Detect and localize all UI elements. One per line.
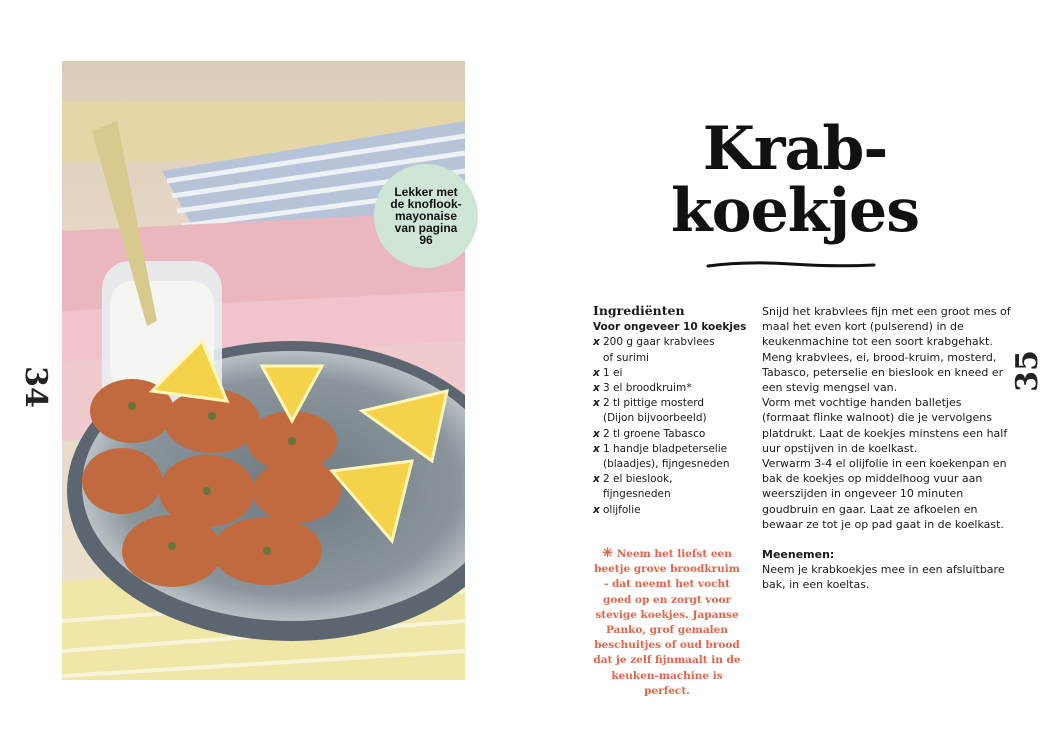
- bubble-text: Lekker met de knoflook- mayonaise van pagina 96: [390, 185, 462, 247]
- ingredient-text-cont: (Dijon bijvoorbeeld): [603, 412, 707, 425]
- list-item: [593, 396, 753, 426]
- method-paragraph: Vorm met vochtige handen balletjes (formaat flinke walnoot) die je vervolgens platdrukt. Laat de koekjes minstens een half uur opstijven in de koelkast.: [762, 396, 1008, 455]
- ingredient-text: 2 tl groene Tabasco: [603, 427, 706, 440]
- bullet: x: [593, 366, 600, 379]
- bullet: x: [593, 397, 600, 410]
- ingredients-subheading: Voor ongeveer 10 koekjes: [593, 321, 747, 334]
- ingredients-list: [593, 335, 753, 517]
- tip-text: Neem het liefst een beetje grove broodkruim - dat neemt het vocht goed op en zorgt voor stevige koekjes. Japanse Panko, grof gemalen beschuitjes of oud brood dat je zelf fijnmaalt in de keuken-machine is perfect.: [593, 548, 741, 697]
- method-section: [762, 304, 1012, 593]
- ingredient-text: 200 g gaar krabvlees: [603, 336, 715, 349]
- tip-bubble: [374, 164, 478, 268]
- ingredient-text: 3 el broodkruim*: [603, 382, 692, 395]
- ingredient-text: olijfolie: [603, 503, 641, 516]
- ingredients-section: [593, 303, 753, 518]
- bullet: x: [593, 442, 600, 455]
- ingredient-text: 1 ei: [603, 366, 623, 379]
- title-line-1: Krab-: [702, 114, 888, 184]
- food-photo: [62, 61, 465, 680]
- ingredient-text: 2 tl pittige mosterd: [603, 397, 705, 410]
- list-item: [593, 442, 753, 472]
- bullet: x: [593, 427, 600, 440]
- ingredient-text-cont: (blaadjes), fijngesneden: [603, 458, 730, 471]
- bullet: x: [593, 503, 600, 516]
- title-underline: [706, 258, 876, 272]
- meenemen-heading: Meenemen:: [762, 548, 835, 562]
- ingredient-text-cont: of surimi: [603, 351, 649, 364]
- title-line-2: koekjes: [671, 176, 919, 246]
- recipe-title: [600, 114, 990, 246]
- list-item: [593, 472, 753, 502]
- ingredients-heading: Ingrediënten: [593, 303, 685, 318]
- page-number-right: 35: [1009, 350, 1045, 392]
- broodkruim-tip: [592, 546, 742, 699]
- list-item: [593, 366, 753, 381]
- list-item: [593, 503, 753, 518]
- bullet: x: [593, 473, 600, 486]
- page-number-left: 34: [17, 366, 53, 408]
- ingredient-text: 1 handje bladpeterselie: [603, 442, 728, 455]
- ingredient-text-cont: fijngesneden: [603, 488, 671, 501]
- bullet: x: [593, 382, 600, 395]
- method-paragraph: Verwarm 3-4 el olijfolie in een koekenpan en bak de koekjes op middelhoog vuur aan weerszijden in ongeveer 10 minuten goudbruin en gaar. Laat ze afkoelen en bewaar ze tot je op pad gaat in de koelkast.: [762, 457, 1007, 531]
- list-item: [593, 427, 753, 442]
- asterisk-icon: ✳: [602, 546, 614, 561]
- list-item: [593, 381, 753, 396]
- list-item: [593, 335, 753, 365]
- method-paragraph: Snijd het krabvlees fijn met een groot mes of maal het even kort (pulserend) in de keukenmachine tot een soort krabgehakt. Meng krabvlees, ei, brood-kruim, mosterd, Tabasco, peterselie en bieslook en kneed er een stevig mengsel van.: [762, 305, 1011, 395]
- ingredient-text: 2 el bieslook,: [603, 473, 673, 486]
- meenemen-text: Neem je krabkoekjes mee in een afsluitbare bak, in een koeltas.: [762, 563, 1005, 592]
- bullet: x: [593, 336, 600, 349]
